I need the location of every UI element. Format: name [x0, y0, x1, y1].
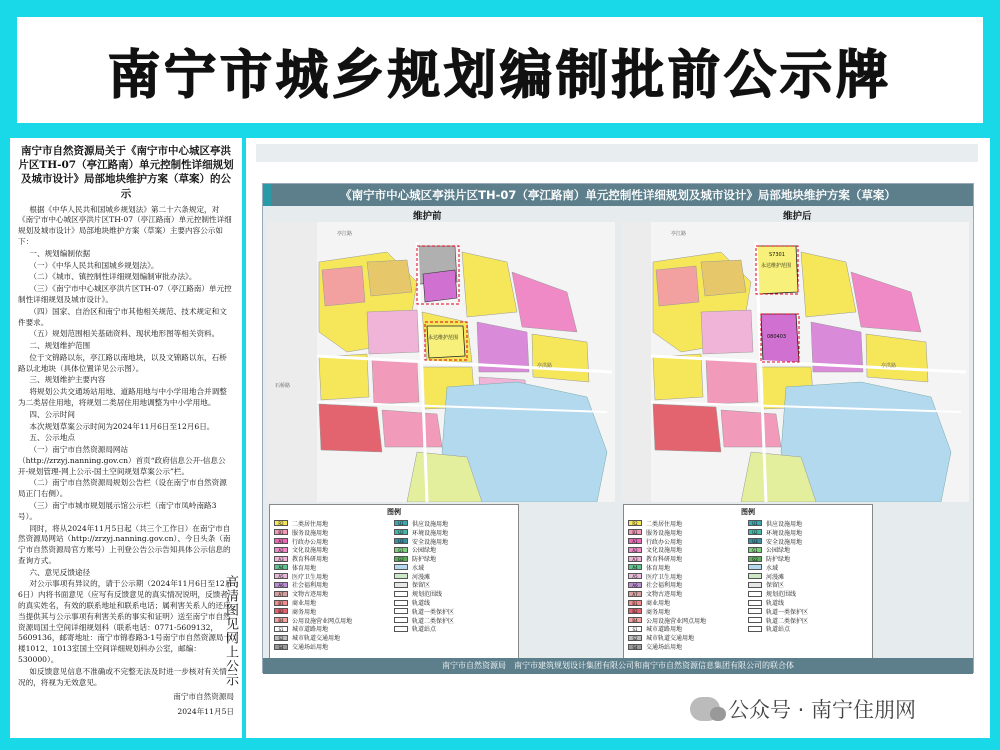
legend-swatch [394, 591, 408, 597]
legend-swatch: A3 [274, 556, 288, 562]
legend-col-right [394, 519, 514, 651]
legend-label: 社会福利用地 [292, 582, 329, 590]
notice-paragraph: 如反馈意见信息不准确或不完整无法及时进一步核对有关情况的，将视为无效意见。 [18, 666, 227, 687]
legend-label: 轨道二类保护区 [412, 617, 455, 625]
map-after-svg [621, 222, 969, 502]
legend-label: 轨道一类保护区 [766, 608, 809, 616]
legend-item [628, 598, 748, 607]
before-road-1: 亭江路 [337, 231, 353, 237]
legend-col-left [628, 519, 748, 651]
legend-swatch [394, 608, 408, 614]
legend-swatch: A6 [274, 582, 288, 588]
legend-swatch: A7 [628, 591, 642, 597]
legend-label: 河漫滩 [766, 573, 785, 581]
legend-item [628, 589, 748, 598]
legend-item [394, 545, 514, 554]
legend-label: 保留区 [766, 582, 785, 590]
legend-swatch: S4 [274, 644, 288, 650]
legend-item [628, 554, 748, 563]
notice-paragraph: 位于文锦路以东，亭江路以南地块，以及文锦路以东，石桥路以北地块（具体位置详见公示图）。 [18, 352, 227, 373]
legend-item [274, 642, 394, 651]
legend-swatch [394, 600, 408, 606]
notice-paragraph: （一）南宁市自然资源局网站（http://zrzyj.nanning.gov.cn）首页“政府信息公开-信息公开-规划管理-网上公示-国土空间规划草案公示”栏。 [18, 445, 226, 476]
legend-swatch: A4 [628, 564, 642, 570]
legend-swatch: U1 [748, 520, 762, 526]
legend-label: 公用设施营业网点用地 [646, 617, 707, 625]
legend-swatch: B2 [628, 608, 642, 614]
legend-title: 图例 [387, 508, 401, 516]
legend-swatch: A2 [274, 547, 288, 553]
notice-panel [10, 138, 242, 738]
legend-swatch: B4 [274, 617, 288, 623]
legend-swatch [748, 582, 762, 588]
legend-swatch: U3 [748, 538, 762, 544]
legend-label: 教育科研用地 [292, 556, 329, 564]
legend-item [274, 528, 394, 537]
legend-item [748, 625, 868, 634]
legend-item [394, 625, 514, 634]
side-label: 高清图见网上公示 [223, 575, 238, 687]
legend-label: 商业用地 [646, 600, 671, 608]
notice-paragraph: 将规划公共交通场站用地、道路用地与中小学用地合并调整为二类居住用地，将规划二类居住用地调整为中小学用地。 [18, 387, 227, 407]
legend-item [748, 589, 868, 598]
legend-swatch [394, 564, 408, 570]
notice-paragraph: 本次规划草案公示时间为2024年11月6日至12月6日。 [29, 421, 215, 431]
legend-swatch: G1 [394, 547, 408, 553]
legend-item [274, 598, 394, 607]
legend-item [274, 633, 394, 642]
legend-item [274, 563, 394, 572]
legend-item [628, 545, 748, 554]
legend-item [748, 598, 868, 607]
legend-swatch: A1 [628, 538, 642, 544]
legend-item [748, 537, 868, 546]
legend-swatch: G2 [748, 556, 762, 562]
legend-label: 社会福利用地 [646, 582, 683, 590]
legend-label: 轨道站点 [412, 626, 437, 634]
legend-swatch: S2 [274, 635, 288, 641]
legend-item [628, 519, 748, 528]
legend-label: 行政办公用地 [646, 538, 683, 546]
legend-swatch: A3 [628, 556, 642, 562]
legend-item [394, 528, 514, 537]
after-scope-label: 永达维护范围 [761, 263, 792, 269]
legend-item [274, 554, 394, 563]
legend-item [274, 625, 394, 634]
legend-label: 交通场站用地 [646, 644, 683, 652]
legend-label: 保留区 [412, 582, 431, 590]
notice-paragraph: 三、规划维护主要内容 [29, 375, 106, 385]
legend-item [748, 545, 868, 554]
after-road-2: 亭洪路 [881, 363, 897, 369]
legend-swatch: B1 [628, 600, 642, 606]
legend-item [394, 616, 514, 625]
before-label: 维护前 [413, 211, 442, 222]
notice-paragraph: 五、公示地点 [29, 433, 75, 443]
legend-item [628, 581, 748, 590]
legend-swatch: A5 [628, 573, 642, 579]
legend-item [274, 572, 394, 581]
after-road-1: 亭江路 [671, 231, 687, 237]
legend-swatch: S2 [628, 635, 642, 641]
legend-label: 安全设施用地 [412, 538, 449, 546]
legend-label: 轨道站点 [766, 626, 791, 634]
legend-swatch [394, 626, 408, 632]
legend-swatch [748, 600, 762, 606]
legend-label: 体育用地 [646, 564, 671, 572]
legend-swatch: B1 [274, 529, 288, 535]
legend-item [748, 528, 868, 537]
legend-label: 供应设施用地 [766, 520, 803, 528]
legend-swatch: A2 [628, 547, 642, 553]
map-after [621, 222, 969, 502]
legend-swatch: A7 [274, 591, 288, 597]
legend-swatch [748, 617, 762, 623]
legend-item [274, 519, 394, 528]
notice-paragraph: （五）规划范围相关基础资料、现状地形图等相关资料。 [29, 329, 220, 339]
map-title: 《南宁市中心城区亭洪片区TH-07（亭江路南）单元控制性详细规划及城市设计》局部地块维护方案（草案） [263, 184, 973, 206]
legend-swatch [394, 573, 408, 579]
map-before [267, 222, 615, 502]
notice-date: 2024年11月5日 [177, 707, 234, 717]
legend-item [274, 607, 394, 616]
legend-swatch: U3 [394, 538, 408, 544]
notice-paragraph: 六、意见反馈途径 [29, 567, 91, 577]
legend-label: 城市轨道交通用地 [646, 635, 695, 643]
legend-item [748, 572, 868, 581]
legend-label: 防护绿地 [766, 556, 791, 564]
legend-label: 环境设施用地 [766, 529, 803, 537]
legend-item [394, 519, 514, 528]
legend-label: 轨道一类保护区 [412, 608, 455, 616]
legend-item [394, 554, 514, 563]
legend-label: 轨道二类保护区 [766, 617, 809, 625]
legend-item [394, 589, 514, 598]
legend-item [748, 581, 868, 590]
legend-item [394, 607, 514, 616]
notice-paragraph: （二）南宁市自然资源局规划公告栏（设在南宁市自然资源局正门右侧）。 [18, 478, 227, 499]
legend-label: 商业用地 [292, 600, 317, 608]
legend-label: 河漫滩 [412, 573, 431, 581]
legend-item [628, 607, 748, 616]
legend-item [274, 581, 394, 590]
legend-item [394, 598, 514, 607]
legend-label: 文化设施用地 [646, 547, 683, 555]
legend-swatch: U2 [748, 529, 762, 535]
legend-item [274, 616, 394, 625]
legend-item [394, 581, 514, 590]
legend-label: 文化设施用地 [292, 547, 329, 555]
notice-paragraph: 四、公示时间 [29, 409, 75, 419]
legend-item [628, 563, 748, 572]
notice-paragraph: （三）南宁市城市规划展示馆公示栏（南宁市凤岭南路3号）。 [18, 501, 217, 521]
legend-item [748, 607, 868, 616]
legend-item [274, 537, 394, 546]
legend-item [394, 563, 514, 572]
notice-paragraph: （三）《南宁市中心城区亭洪片区TH-07（亭江路南）单元控制性详细规划及城市设计》。 [18, 284, 232, 304]
before-road-3: 石桥路 [275, 383, 291, 389]
legend-label: 医疗卫生用地 [646, 573, 683, 581]
notice-signature: 南宁市自然资源局 [173, 692, 234, 702]
legend-label: 文物古迹用地 [646, 591, 683, 599]
legend-label: 商务用地 [646, 608, 671, 616]
legend-swatch: A5 [274, 573, 288, 579]
legend-title: 图例 [741, 508, 755, 516]
legend-label: 城市道路用地 [646, 626, 683, 634]
legend-item [628, 633, 748, 642]
notice-paragraph: 一、规划编制依据 [29, 248, 91, 258]
wechat-icon [690, 697, 720, 721]
legend-label: 公园绿地 [412, 547, 437, 555]
legend-swatch [748, 591, 762, 597]
legend-label: 教育科研用地 [646, 556, 683, 564]
before-road-2: 亭洪路 [537, 363, 553, 369]
legend-before [269, 504, 519, 660]
legend-swatch: A4 [274, 564, 288, 570]
legend-swatch [748, 564, 762, 570]
legend-label: 服务设施用地 [646, 529, 683, 537]
legend-item [628, 537, 748, 546]
notice-paragraph: （二）《城市、镇控制性详细规划编制审批办法》。 [29, 272, 197, 282]
notice-body [18, 205, 234, 689]
legend-col-left [274, 519, 394, 651]
legend-label: 轨道线 [412, 600, 431, 608]
before-scope-label: 永达维护范围 [428, 335, 459, 341]
legend-item [628, 528, 748, 537]
legend-label: 环境设施用地 [412, 529, 449, 537]
legend-label: 体育用地 [292, 564, 317, 572]
legend-swatch: U2 [394, 529, 408, 535]
notice-paragraph: （四）国家、自治区和南宁市其他相关规范、技术规定和文件要求。 [18, 306, 227, 327]
legend-label: 水域 [412, 564, 425, 572]
legend-label: 二类居住用地 [292, 520, 329, 528]
legend-label: 城市道路用地 [292, 626, 329, 634]
legend-label: 城市轨道交通用地 [292, 635, 341, 643]
notice-paragraph: （一）《中华人民共和国城乡规划法》。 [29, 260, 159, 270]
legend-after [623, 504, 873, 660]
legend-label: 服务设施用地 [292, 529, 329, 537]
legend-swatch: A1 [274, 538, 288, 544]
legend-swatch: U1 [394, 520, 408, 526]
page-title: 南宁市城乡规划编制批前公示牌 [107, 45, 892, 106]
legend-swatch: S1 [628, 626, 642, 632]
after-code-2: 080403 [767, 334, 787, 340]
notice-paragraph: 同时，将从2024年11月5日起（共三个工作日）在南宁市自然资源局网站（http://zrzyj.nanning.gov.cn）、今日头条（南宁市自然资源局官方账号）上刊登公告公示告知具体公示信息的查询方式。 [18, 523, 231, 565]
legend-item [394, 537, 514, 546]
legend-label: 供应设施用地 [412, 520, 449, 528]
legend-item [748, 519, 868, 528]
legend-item [628, 572, 748, 581]
legend-item [628, 642, 748, 651]
map-before-svg [267, 222, 615, 502]
watermark [690, 694, 916, 724]
legend-label: 安全设施用地 [766, 538, 803, 546]
legend-label: 医疗卫生用地 [292, 573, 329, 581]
legend-label: 交通场站用地 [292, 644, 329, 652]
panel-header-strip [256, 144, 978, 162]
legend-swatch: A6 [628, 582, 642, 588]
legend-label: 公用设施营业网点用地 [292, 617, 353, 625]
legend-swatch: G1 [748, 547, 762, 553]
legend-swatch [394, 582, 408, 588]
legend-swatch: B2 [274, 608, 288, 614]
legend-item [628, 625, 748, 634]
legend-swatch [748, 573, 762, 579]
legend-swatch: B1 [628, 529, 642, 535]
watermark-text: 公众号 · 南宁住朋网 [728, 698, 917, 722]
legend-label: 轨道线 [766, 600, 785, 608]
legend-label: 行政办公用地 [292, 538, 329, 546]
legend-item [628, 616, 748, 625]
legend-label: 二类居住用地 [646, 520, 683, 528]
legend-label: 文物古迹用地 [292, 591, 329, 599]
legend-swatch [394, 617, 408, 623]
legend-item [394, 572, 514, 581]
title-banner [14, 14, 986, 126]
legend-swatch: B1 [274, 600, 288, 606]
notice-heading: 南宁市自然资源局关于《南宁市中心城区亭洪片区TH-07（亭江路南）单元控制性详细规划及城市设计》局部地块维护方案（草案）的公示 [18, 145, 234, 200]
legend-swatch [748, 608, 762, 614]
legend-swatch: S4 [628, 644, 642, 650]
legend-item [748, 616, 868, 625]
legend-label: 规划范围线 [766, 591, 797, 599]
after-label: 维护后 [783, 211, 812, 222]
legend-swatch: B4 [628, 617, 642, 623]
legend-item [748, 563, 868, 572]
notice-paragraph: 二、规划维护范围 [29, 341, 91, 351]
legend-item [274, 545, 394, 554]
legend-col-right [748, 519, 868, 651]
legend-swatch: G2 [394, 556, 408, 562]
legend-label: 规划范围线 [412, 591, 443, 599]
legend-item [274, 589, 394, 598]
after-code-1: S7301 [769, 252, 785, 258]
legend-swatch [748, 626, 762, 632]
legend-label: 商务用地 [292, 608, 317, 616]
legend-swatch: S1 [274, 626, 288, 632]
legend-swatch: R2 [628, 520, 642, 526]
legend-swatch: R2 [274, 520, 288, 526]
map-footer: 南宁市自然资源局 南宁市建筑规划设计集团有限公司和南宁市自然资源信息集团有限公司的联合体 [263, 658, 973, 674]
legend-label: 水域 [766, 564, 779, 572]
map-sheet [262, 183, 974, 673]
legend-item [748, 554, 868, 563]
legend-label: 公园绿地 [766, 547, 791, 555]
notice-paragraph: 根据《中华人民共和国城乡规划法》第二十六条规定，对《南宁市中心城区亭洪片区TH-07（亭江路南）单元控制性详细规划及城市设计》局部地块维护方案（草案）主要内容公示如下： [18, 204, 232, 247]
legend-label: 防护绿地 [412, 556, 437, 564]
notice-paragraph: 对公示事项有异议的，请于公示期（2024年11月6日至12月6日）内将书面意见（应写有反馈意见的真实情况说明，反馈者的真实姓名，有效的联系地址和联系电话；属利害关系人的还应当提供其与公示事项有利害关系的事实和证明）送至南宁市自然资源局国土空间详细规划科（联系电话：0771-5609132，5609136，邮寄地址：南宁市锦春路3-1号南宁市自然资源局十楼1012、1013室国土空间详细规划科办公室，邮编：530000）。 [18, 579, 233, 664]
